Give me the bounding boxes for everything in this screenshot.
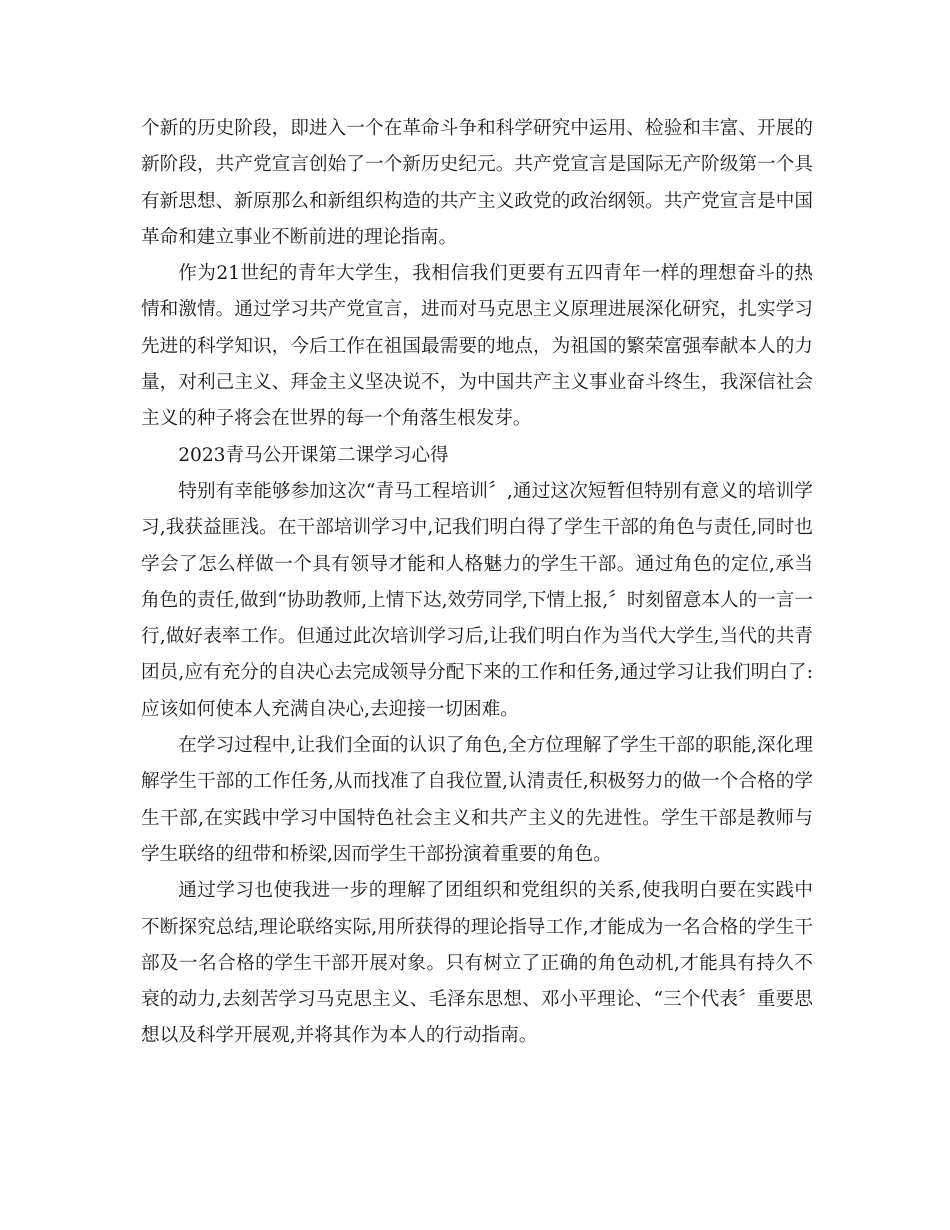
paragraph-learning-process: 在学习过程中,让我们全面的认识了角色,全方位理解了学生干部的职能,深化理解学生干部的工作任务,从而找准了自我位置,认清责任,积极努力的做一个合格的学生干部,在实践中学习中国特色社会主义和共产主义的先进性。学生干部是教师与学生联络的纽带和桥梁,因而学生干部扮演着重要的角色。 — [141, 735, 813, 865]
paragraph-party-relations: 通过学习也使我进一步的理解了团组织和党组织的关系,使我明白要在实践中不断探究总结,理论联络实际,用所获得的理论指导工作,才能成为一名合格的学生干部及一名合格的学生干部开展对象。只有树立了正确的角色动机,才能具有持久不衰的动力,去刻苦学习马克思主义、毛泽东思想、邓小平理论、“三个代表〞重要思想以及科学开展观,并将其作为本人的行动指南。 — [141, 880, 813, 1047]
paragraph-continuation: 个新的历史阶段，即进入一个在革命斗争和科学研究中运用、检验和丰富、开展的新阶段，共产党宣言创始了一个新历史纪元。共产党宣言是国际无产阶级第一个具有新思想、新原那么和新组织构造的共产主义政党的政治纲领。共产党宣言是中国革命和建立事业不断前进的理论指南。 — [141, 118, 813, 248]
section-heading: 2023青马公开课第二课学习心得 — [178, 444, 449, 466]
paragraph-youth-aspiration: 作为21世纪的青年大学生，我相信我们更要有五四青年一样的理想奋斗的热情和激情。通过学习共产党宣言，进而对马克思主义原理进展深化研究，扎实学习先进的科学知识，今后工作在祖国最需要的地点，为祖国的繁荣富强奉献本人的力量，对利己主义、拜金主义坚决说不，为中国共产主义事业奋斗终生，我深信社会主义的种子将会在世界的每一个角落生根发芽。 — [141, 263, 813, 430]
paragraph-training-intro: 特别有幸能够参加这次“青马工程培训〞,通过这次短暂但特别有意义的培训学习,我获益匪浅。在干部培训学习中,记我们明白得了学生干部的角色与责任,同时也学会了怎么样做一个具有领导才能和人格魅力的学生干部。通过角色的定位,承当角色的责任,做到“协助教师,上情下达,效劳同学,下情上报,〞时刻留意本人的一言一行,做好表率工作。但通过此次培训学习后,让我们明白作为当代大学生,当代的共青团员,应有充分的自决心去完成领导分配下来的工作和任务,通过学习让我们明白了:应该如何使本人充满自决心,去迎接一切困难。 — [141, 480, 813, 720]
document-body — [141, 111, 813, 1055]
